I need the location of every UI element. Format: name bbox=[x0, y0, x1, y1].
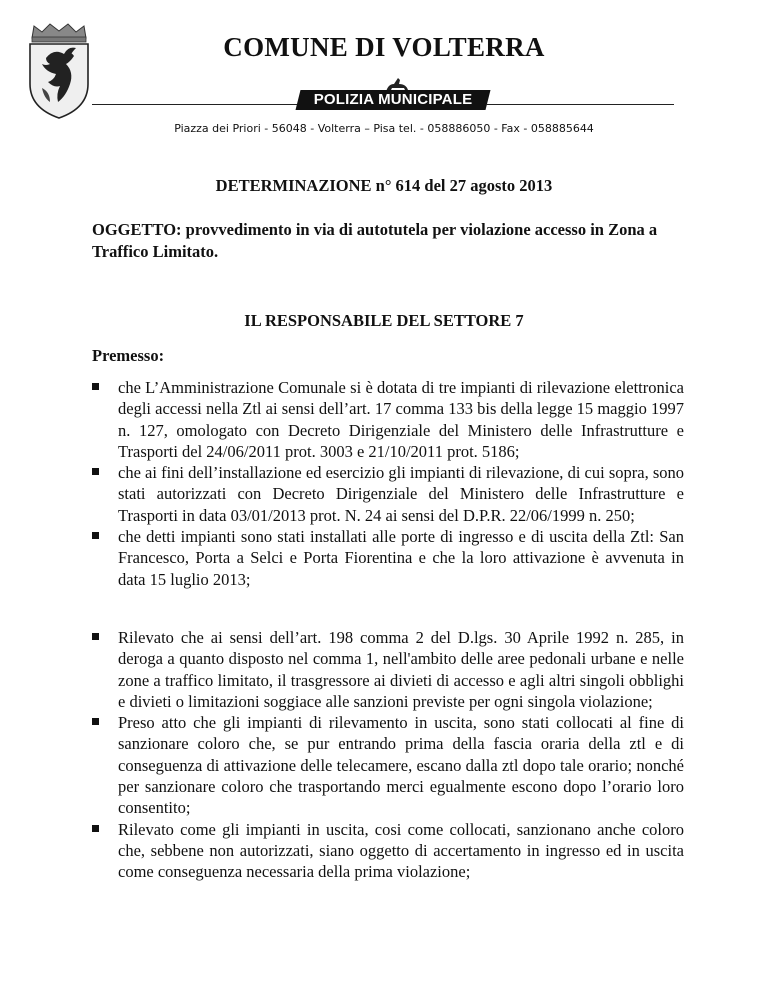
premesso-heading: Premesso: bbox=[92, 346, 165, 365]
page-title: COMUNE DI VOLTERRA bbox=[223, 32, 545, 62]
square-bullet-icon bbox=[92, 383, 99, 390]
list-item bbox=[92, 627, 684, 712]
oggetto-paragraph: OGGETTO: provvedimento in via di autotutela per violazione accesso in Zona a Traffico Limitato. bbox=[92, 220, 658, 261]
determinazione-title: DETERMINAZIONE n° 614 del 27 agosto 2013 bbox=[215, 176, 553, 195]
list-item bbox=[92, 712, 684, 818]
header-divider-right bbox=[486, 104, 674, 105]
list-item-text: che L’Amministrazione Comunale si è dotata di tre impianti di rilevazione elettronica degli accessi nella Ztl ai sensi dell’art. 17 comma 133 bis della legge 15 maggio 1997 n. 127, omologato con Decreto Dirigenziale del Ministero delle Infrastrutture e Trasporti del 24/06/2011 prot. 3003 e 21/10/2011 prot. 5186; bbox=[118, 378, 684, 461]
list-item-text: Rilevato che ai sensi dell’art. 198 comma 2 del D.lgs. 30 Aprile 1992 n. 285, in deroga a quanto disposto nel comma 1, nell'ambito delle aree pedonali urbane e nelle zone a traffico limitato, il trasgressore ai divieti di accesso e agli altri singoli obblighi e divieti o limitazioni soggiace alle sanzioni previste per ogni singola violazione; bbox=[118, 628, 684, 711]
responsabile-heading: IL RESPONSABILE DEL SETTORE 7 bbox=[244, 311, 524, 330]
list-item bbox=[92, 377, 684, 462]
list-item-text: Preso atto che gli impianti di rilevamento in uscita, sono stati collocati al fine di sanzionare coloro che, se pur entrando prima della fascia oraria della ztl e di conseguenza di attivazione delle telecamere, escano dalla ztl dopo tale orario; nonché per sanzionare coloro che trasportando merci egualmente escono dopo l’orario loro consentito; bbox=[118, 713, 684, 818]
list-item bbox=[92, 526, 684, 590]
list-item-text: che ai fini dell’installazione ed esercizio gli impianti di rilevazione, di cui sopra, sono stati autorizzati con Decreto Dirigenziale del Ministero delle Infrastrutture e Trasporti in data 03/01/2013 prot. N. 24 ai sensi del D.P.R. 22/06/1999 n. 250; bbox=[118, 463, 684, 525]
header-divider-left bbox=[92, 104, 300, 105]
square-bullet-icon bbox=[92, 468, 99, 475]
rilevato-list bbox=[92, 627, 684, 883]
square-bullet-icon bbox=[92, 532, 99, 539]
list-item bbox=[92, 462, 684, 526]
polizia-municipale-logo bbox=[298, 80, 488, 114]
list-item bbox=[92, 819, 684, 883]
address-line: Piazza dei Priori - 56048 - Volterra – Pisa tel. - 058886050 - Fax - 058885644 bbox=[174, 122, 594, 135]
square-bullet-icon bbox=[92, 633, 99, 640]
list-item-text: Rilevato come gli impianti in uscita, cosi come collocati, sanzionano anche coloro che, sebbene non autorizzati, siano oggetto di accertamento in ingresso ed in uscita come conseguenza necessaria della prima violazione; bbox=[118, 819, 684, 882]
list-item-text: che detti impianti sono stati installati alle porte di ingresso e di uscita della Ztl: San Francesco, Porta a Selci e Porta Fiorentina e che la loro attivazione è avvenuta in data 15 luglio 2013; bbox=[118, 527, 684, 589]
logo-text: POLIZIA MUNICIPALE bbox=[313, 91, 473, 108]
square-bullet-icon bbox=[92, 718, 99, 725]
premesso-list bbox=[92, 377, 684, 590]
square-bullet-icon bbox=[92, 825, 99, 832]
